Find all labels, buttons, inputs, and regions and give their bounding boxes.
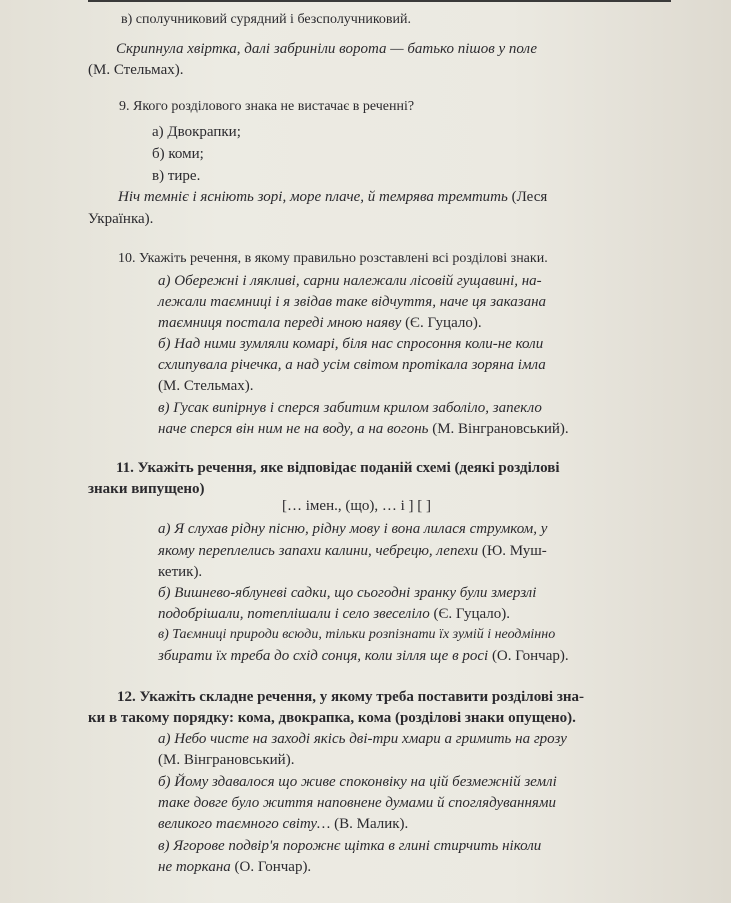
- q10-b-author: (М. Стельмах).: [158, 378, 254, 394]
- q10-a-line-3: [158, 314, 482, 332]
- q12-b-line-1: б) Йому здавалося що живе споконвіку на цій безмежній землі: [158, 774, 557, 790]
- q10-v-author: (М. Вінграновський).: [432, 421, 569, 437]
- q12-a-line-1: а) Небо чисте на заході якісь дві-три хмари а гримить на грозу: [158, 731, 567, 747]
- q11-b-author: (Є. Гуцало).: [433, 606, 511, 622]
- q10-question: 10. Укажіть речення, в якому правильно розставлені всі розділові знаки.: [118, 251, 548, 266]
- q9-example-author-2: Українка).: [88, 211, 154, 227]
- q12-v-line-1: в) Ягорове подвір'я порожнє щітка в глині стирчить ніколи: [158, 838, 542, 854]
- q12-v-text-2: не торкана: [158, 859, 231, 875]
- q10-a-author: (Є. Гуцало).: [405, 315, 482, 331]
- q9-question: 9. Якого розділового знака не вистачає в реченні?: [119, 99, 415, 114]
- q12-b-text-3: великого таємного світу…: [158, 816, 331, 832]
- q12-a-author: (М. Вінграновський).: [158, 752, 295, 768]
- q8-example-author: (М. Стельмах).: [88, 62, 184, 78]
- q10-a-line-2: лежали таємниці і я звідав таке відчуття, наче ця заказана: [158, 294, 547, 310]
- q11-a-line-2: [158, 542, 547, 560]
- q10-b-line-2: схлипувала річечка, а над усім світом протікала зоряна імла: [158, 357, 546, 373]
- q10-v-line-2: [158, 420, 569, 438]
- q11-b-line-2: [158, 605, 510, 623]
- q12-v-author: (О. Гончар).: [234, 859, 312, 875]
- q10-v-line-1: в) Гусак випірнув і сперся забитим крилом заболіло, запекло: [158, 400, 542, 416]
- q11-question-2: знаки випущено): [88, 481, 205, 497]
- q10-a-text-3: таємниця постала переді мною наяву: [158, 315, 402, 331]
- q12-b-line-2: таке довге було життя наповнене думами й споглядуваннями: [158, 795, 556, 811]
- q11-a-line-1: а) Я слухав рідну пісню, рідну мову і вона лилася струмком, у: [158, 521, 548, 537]
- q11-b-line-1: б) Вишнево-яблуневі садки, що сьогодні зранку були змерзлі: [158, 585, 537, 601]
- q11-v-text-2: збирати їх треба до схід сонця, коли зілля ще в росі: [158, 648, 489, 664]
- q10-b-line-1: б) Над ними зумляли комарі, біля нас спросоння коли-не коли: [158, 336, 544, 352]
- q12-question-1: 12. Укажіть складне речення, у якому треба поставити розділові зна-: [117, 689, 585, 705]
- q12-question-2: ки в такому порядку: кома, двокрапка, кома (розділові знаки опущено).: [88, 710, 576, 726]
- q8-option-v: в) сполучниковий сурядний і безсполучниковий.: [121, 12, 412, 27]
- q9-example-author-1: (Леся: [511, 189, 548, 205]
- q9-option-b: б) коми;: [152, 146, 204, 162]
- q11-a-text-2: якому переплелись запахи калини, чебрецю, лепехи: [158, 543, 479, 559]
- top-rule: [88, 0, 671, 2]
- q9-option-a: а) Двокрапки;: [152, 124, 241, 140]
- q9-option-v: в) тире.: [152, 168, 201, 184]
- q11-a-author-2: кетик).: [158, 564, 203, 580]
- q8-example: Скрипнула хвіртка, далі забриніли ворота — батько пішов у поле: [116, 41, 538, 57]
- q11-scheme: [… імен., (що), … і ] [ ]: [282, 498, 432, 514]
- q12-b-line-3: [158, 815, 408, 833]
- q11-v-author: (О. Гончар).: [491, 648, 569, 664]
- q12-v-line-2: [158, 858, 311, 876]
- q10-a-line-1: а) Обережні і лякливі, сарни належали лісовій гущавині, на-: [158, 273, 542, 289]
- q12-b-author: (В. Малик).: [334, 816, 409, 832]
- q9-example: [118, 188, 547, 206]
- q11-v-line-1: в) Таємниці природи всюди, тільки розпізнати їх зумій і неодмінно: [158, 627, 556, 642]
- q10-v-text-2: наче сперся він ним не на воду, а на вогонь: [158, 421, 429, 437]
- q11-a-author-1: (Ю. Муш-: [481, 543, 547, 559]
- q11-b-text-2: подобрішали, потеплішали і село звеселіло: [158, 606, 430, 622]
- q11-question-1: 11. Укажіть речення, яке відповідає поданій схемі (деякі розділові: [116, 460, 560, 476]
- q11-v-line-2: [158, 647, 569, 665]
- q9-example-text: Ніч темніє і ясніють зорі, море плаче, й темрява тремтить: [118, 189, 508, 205]
